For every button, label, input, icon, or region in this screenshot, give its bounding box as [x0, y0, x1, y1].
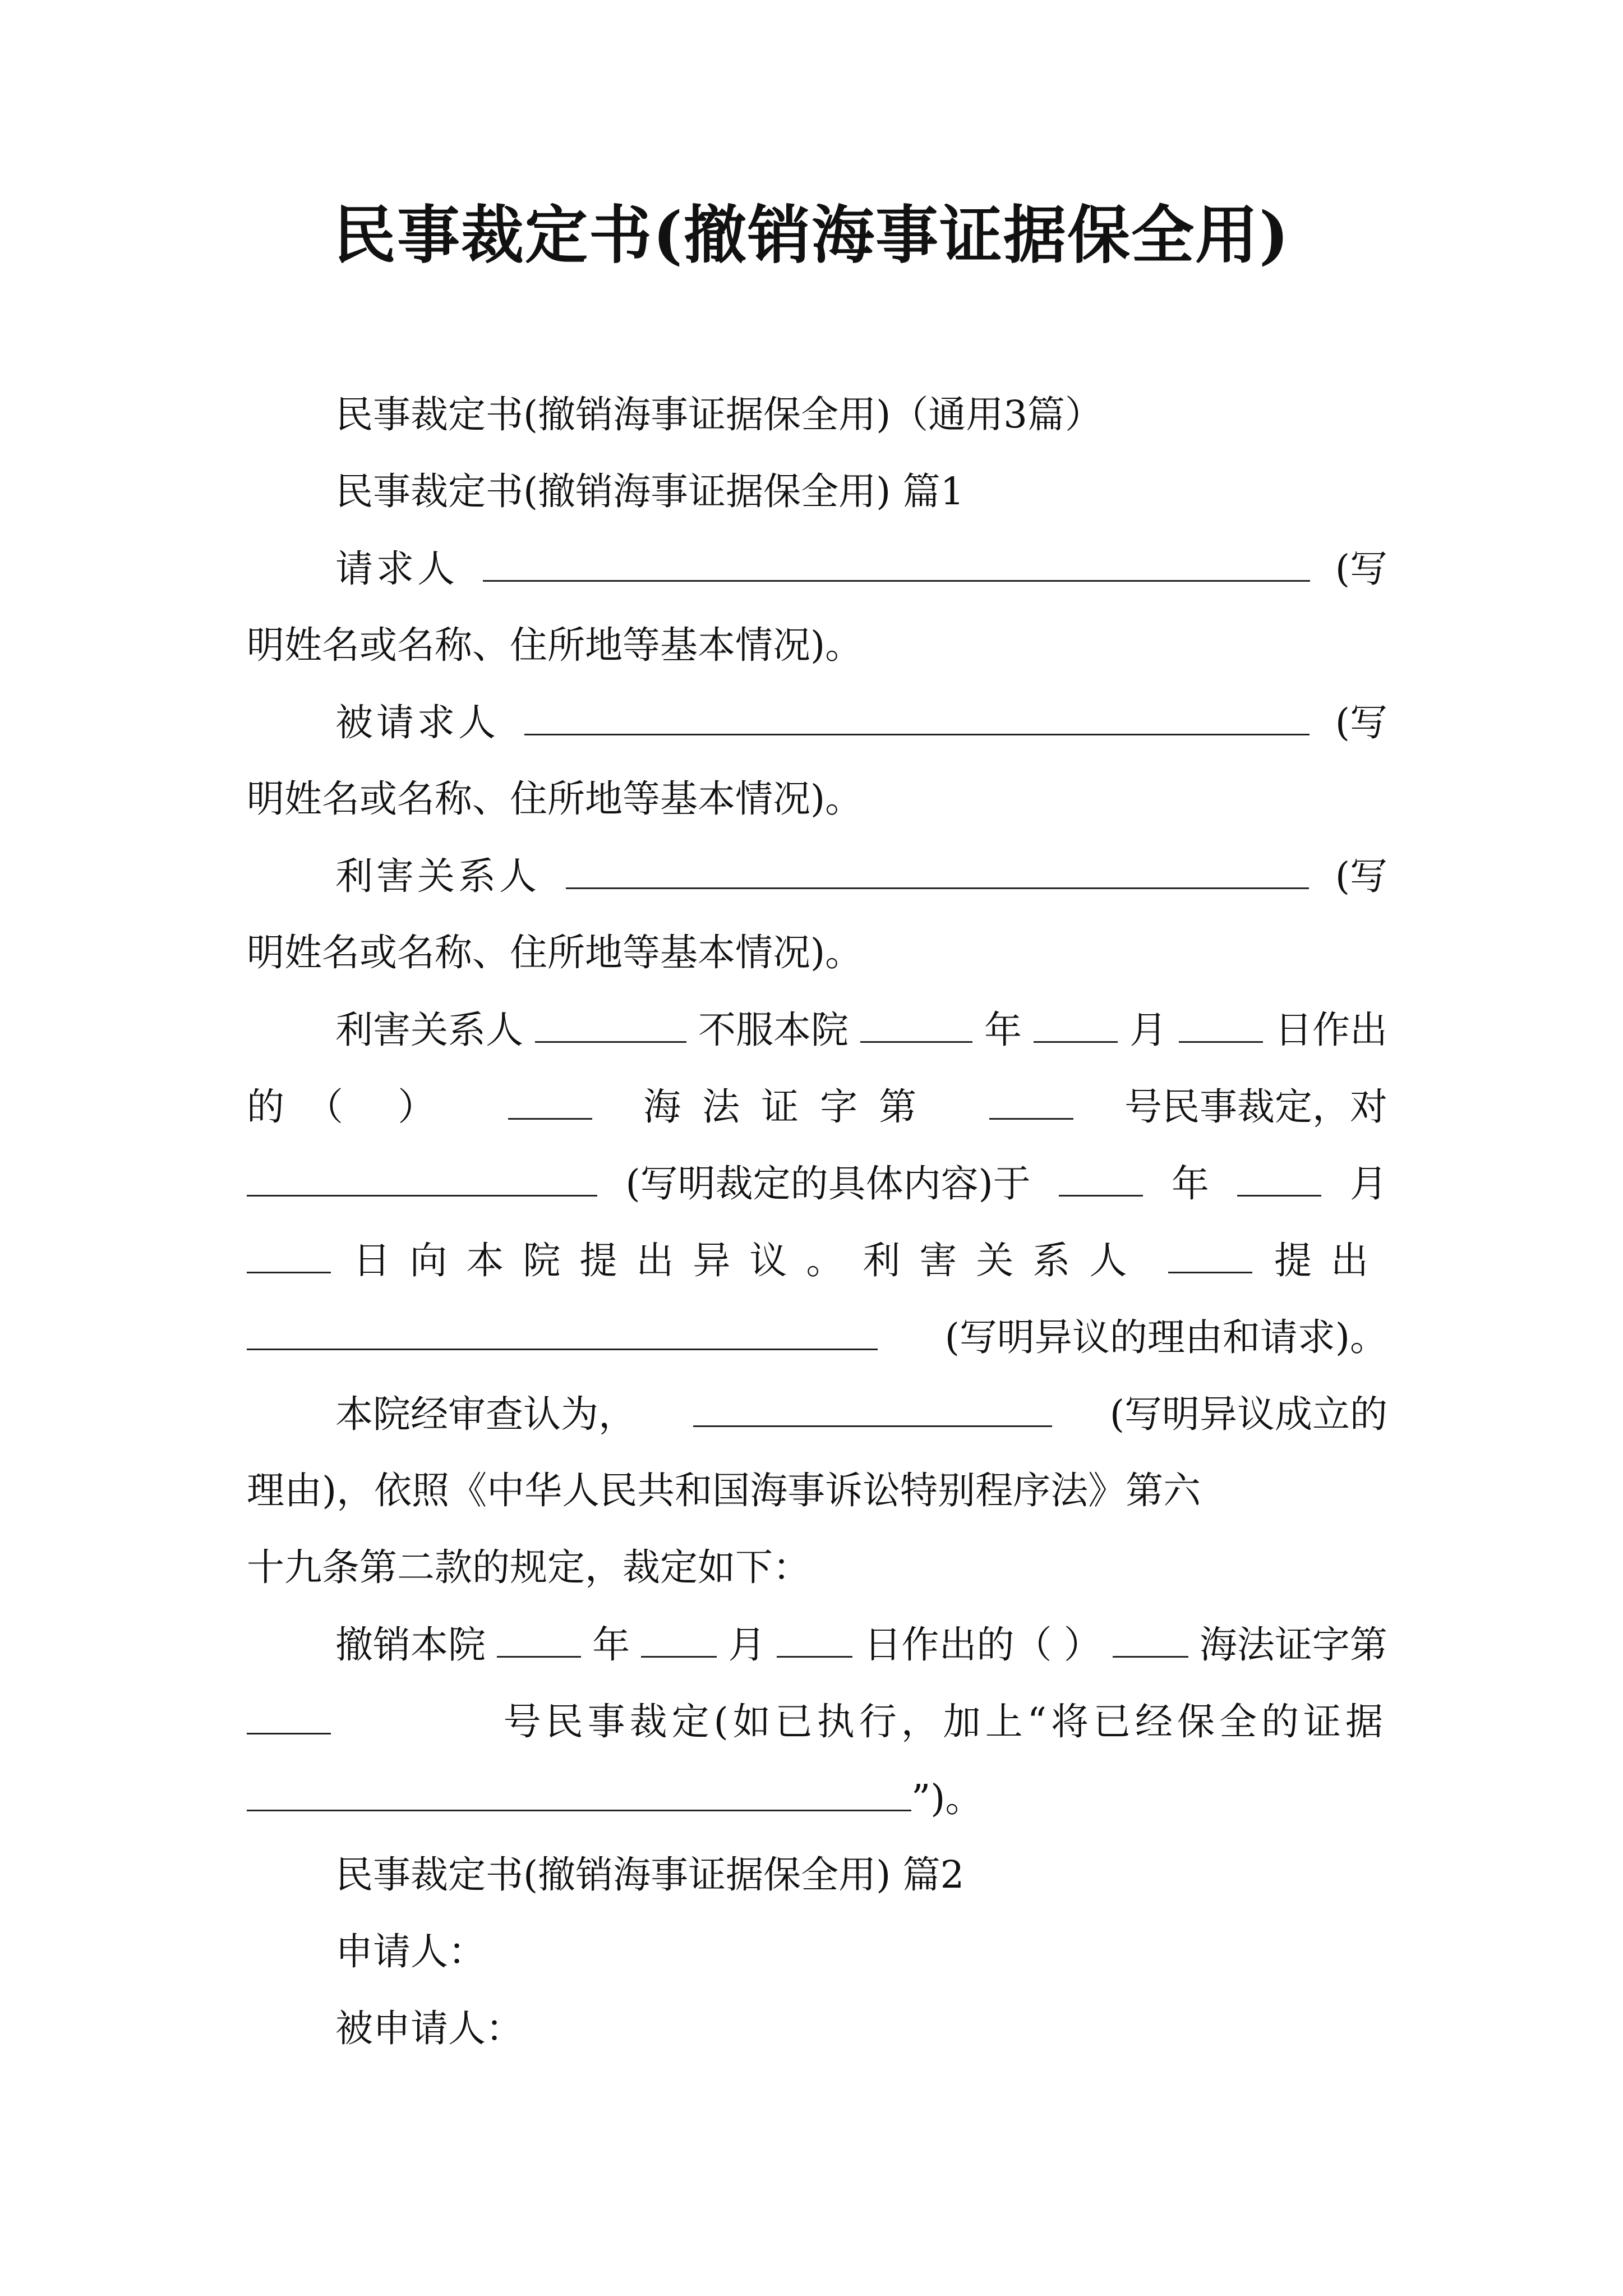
p3-blank-3	[777, 1619, 852, 1658]
p3-text-e: 海法证字第	[1199, 1623, 1387, 1667]
document-title: 民事裁定书(撤销海事证据保全用)	[333, 199, 1290, 272]
p2-line2: 理由)，依照《中华人民共和国海事诉讼特别程序法》第六	[247, 1469, 1201, 1512]
interested-party-line	[335, 850, 1387, 901]
p1-text-a: 利害关系人	[335, 1008, 523, 1052]
p1-text-j: 年	[1171, 1162, 1209, 1205]
document-subtitle: 民事裁定书(撤销海事证据保全用)（通用3篇）	[335, 393, 1103, 436]
p1-line4	[247, 1235, 1387, 1285]
p3-text-g: ”)。	[911, 1777, 983, 1820]
p3-text-c: 月	[728, 1623, 766, 1667]
p1-blank-2	[860, 1004, 972, 1043]
part2-respondent-label: 被申请人：	[335, 2007, 523, 2050]
p2-line3: 十九条第二款的规定，裁定如下：	[247, 1545, 810, 1589]
p3-line2	[247, 1696, 1387, 1746]
p3-blank-5	[247, 1696, 331, 1734]
p1-blank-9	[1237, 1158, 1321, 1197]
write-open-2: (写	[1335, 701, 1387, 744]
p1-blank-10	[247, 1235, 331, 1273]
requester-line	[335, 543, 1387, 593]
p3-blank-1	[497, 1619, 581, 1658]
respondent-info: 明姓名或名称、住所地等基本情况)。	[247, 777, 863, 821]
p1-blank-12	[247, 1312, 878, 1350]
p1-text-g: 海法证字第	[643, 1085, 938, 1129]
p1-text-f: 的（ ）	[247, 1085, 457, 1129]
requester-info: 明姓名或名称、住所地等基本情况)。	[247, 623, 863, 667]
p1-text-l: 日向本院提出异议。利害关系人	[353, 1239, 1146, 1282]
p3-blank-4	[1113, 1619, 1188, 1658]
p1-line1	[335, 1004, 1387, 1055]
requester-blank	[483, 543, 1310, 582]
p1-blank-8	[1059, 1158, 1143, 1197]
interested-party-info: 明姓名或名称、住所地等基本情况)。	[247, 931, 863, 974]
p1-blank-5	[508, 1081, 592, 1120]
respondent-line	[335, 697, 1387, 747]
p1-line5	[247, 1312, 1387, 1362]
p1-blank-6	[989, 1081, 1073, 1120]
p1-blank-11	[1168, 1235, 1252, 1273]
part2-heading: 民事裁定书(撤销海事证据保全用) 篇2	[335, 1853, 965, 1897]
part1-heading: 民事裁定书(撤销海事证据保全用) 篇1	[335, 470, 965, 513]
p1-text-c: 年	[984, 1008, 1022, 1052]
interested-party-blank	[566, 850, 1309, 889]
p1-text-e: 日作出	[1275, 1008, 1387, 1052]
p3-line3	[247, 1773, 983, 1823]
p1-blank-3	[1034, 1004, 1118, 1043]
p3-blank-2	[641, 1619, 717, 1658]
write-open-1: (写	[1335, 547, 1387, 591]
p3-line1	[335, 1619, 1387, 1669]
p1-line2	[247, 1081, 1387, 1131]
p1-text-m: 提出	[1274, 1239, 1387, 1282]
p3-blank-6	[247, 1773, 911, 1811]
p1-text-b: 不服本院	[698, 1008, 849, 1052]
p2-blank-1	[693, 1388, 1052, 1427]
interested-party-label: 利害关系人	[335, 854, 540, 898]
respondent-label: 被请求人	[335, 701, 499, 744]
p1-blank-1	[535, 1004, 686, 1043]
p1-line3	[247, 1158, 1387, 1208]
respondent-blank	[524, 697, 1310, 735]
p1-text-k: 月	[1349, 1162, 1387, 1205]
p1-text-h: 号民事裁定，对	[1124, 1085, 1387, 1129]
p3-text-d: 日作出的（ ）	[864, 1623, 1101, 1667]
requester-label: 请求人	[335, 547, 458, 591]
write-open-3: (写	[1335, 854, 1387, 898]
p1-text-n: (写明异议的理由和请求)。	[944, 1315, 1387, 1359]
p2-text-a: 本院经审查认为，	[335, 1392, 636, 1436]
applicant-label: 申请人：	[335, 1930, 486, 1973]
p1-blank-7	[247, 1158, 597, 1197]
p1-text-d: 月	[1129, 1008, 1167, 1052]
p3-text-f: 号民事裁定(如已执行，加上“将已经保全的证据	[503, 1700, 1387, 1743]
p3-text-a: 撤销本院	[335, 1623, 486, 1667]
p1-blank-4	[1179, 1004, 1263, 1043]
p2-line1	[335, 1388, 1387, 1439]
p2-text-b: (写明异议成立的	[1109, 1392, 1387, 1436]
p1-text-i: (写明裁定的具体内容)于	[625, 1162, 1031, 1205]
p3-text-b: 年	[592, 1623, 630, 1667]
